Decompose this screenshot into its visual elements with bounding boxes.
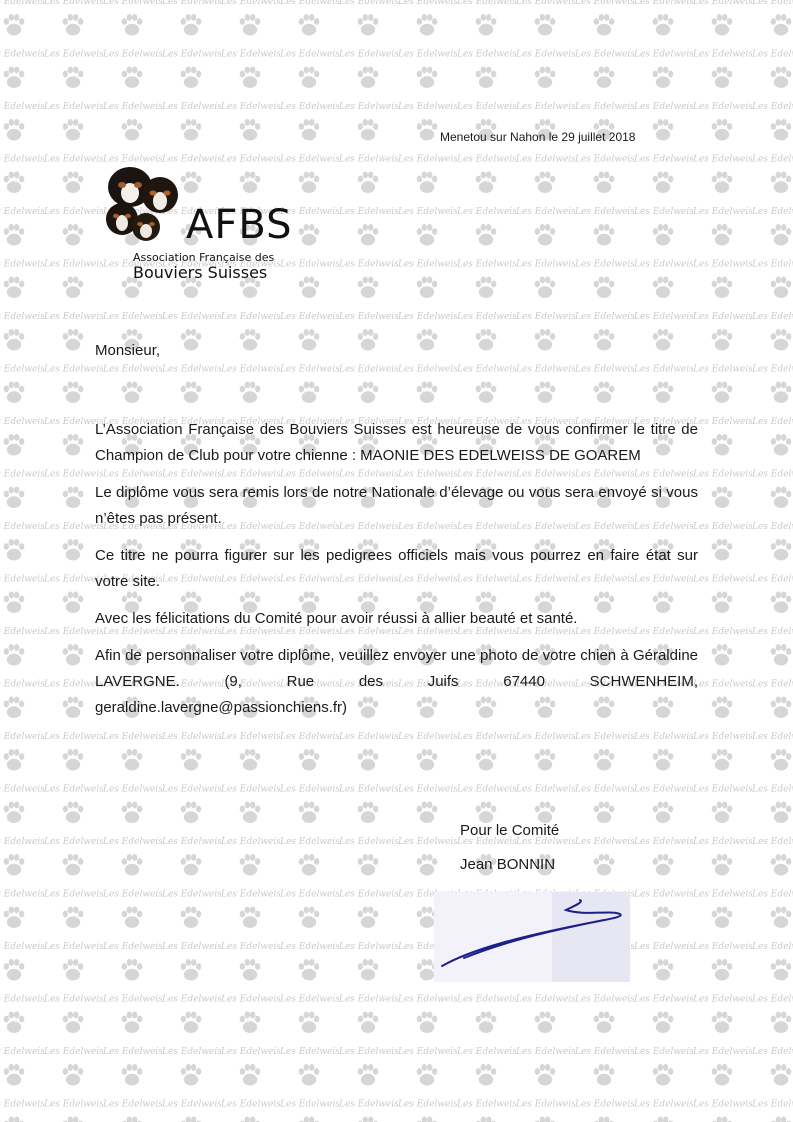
salutation: Monsieur, [95, 342, 161, 359]
signoff-name: Jean BONNIN [460, 856, 556, 873]
paragraph-congratulations: Avec les félicitations du Comité pour avoir réussi à allier beauté et santé. [95, 610, 578, 627]
paragraph-confirmation: L’Association Française des Bouviers Suisses est heureuse de vous confirmer le titre de Champion de Club pour votre chienne : MAONIE DES EDELWEISS DE GOAREM [95, 421, 698, 464]
bernese-dogs-photo [100, 165, 190, 245]
logo-bouviers-line: Bouviers Suisses [133, 263, 268, 282]
letter-body [95, 417, 698, 732]
paragraph-photo-request: Afin de personnaliser votre diplôme, veuillez envoyer une photo de votre chien à Géraldine LAVERGNE. (9, Rue des Juifs 67440 SCHWENHEIM, geraldine.lavergne@passionchiens.fr) [95, 647, 698, 716]
signoff-committee: Pour le Comité [460, 822, 560, 839]
letter-date: Menetou sur Nahon le 29 juillet 2018 [440, 130, 636, 144]
handwritten-signature [434, 892, 630, 982]
logo-afbs-letters: AFBS [186, 202, 293, 248]
afbs-logo [100, 165, 295, 285]
paragraph-diploma: Le diplôme vous sera remis lors de notre Nationale d’élevage ou vous sera envoyé si vous n’êtes pas présent. [95, 484, 698, 527]
logo-association-line: Association Française des [133, 251, 275, 264]
signoff-block [460, 814, 559, 882]
paragraph-pedigree: Ce titre ne pourra figurer sur les pedigrees officiels mais vous pourrez en faire état sur votre site. [95, 547, 698, 590]
